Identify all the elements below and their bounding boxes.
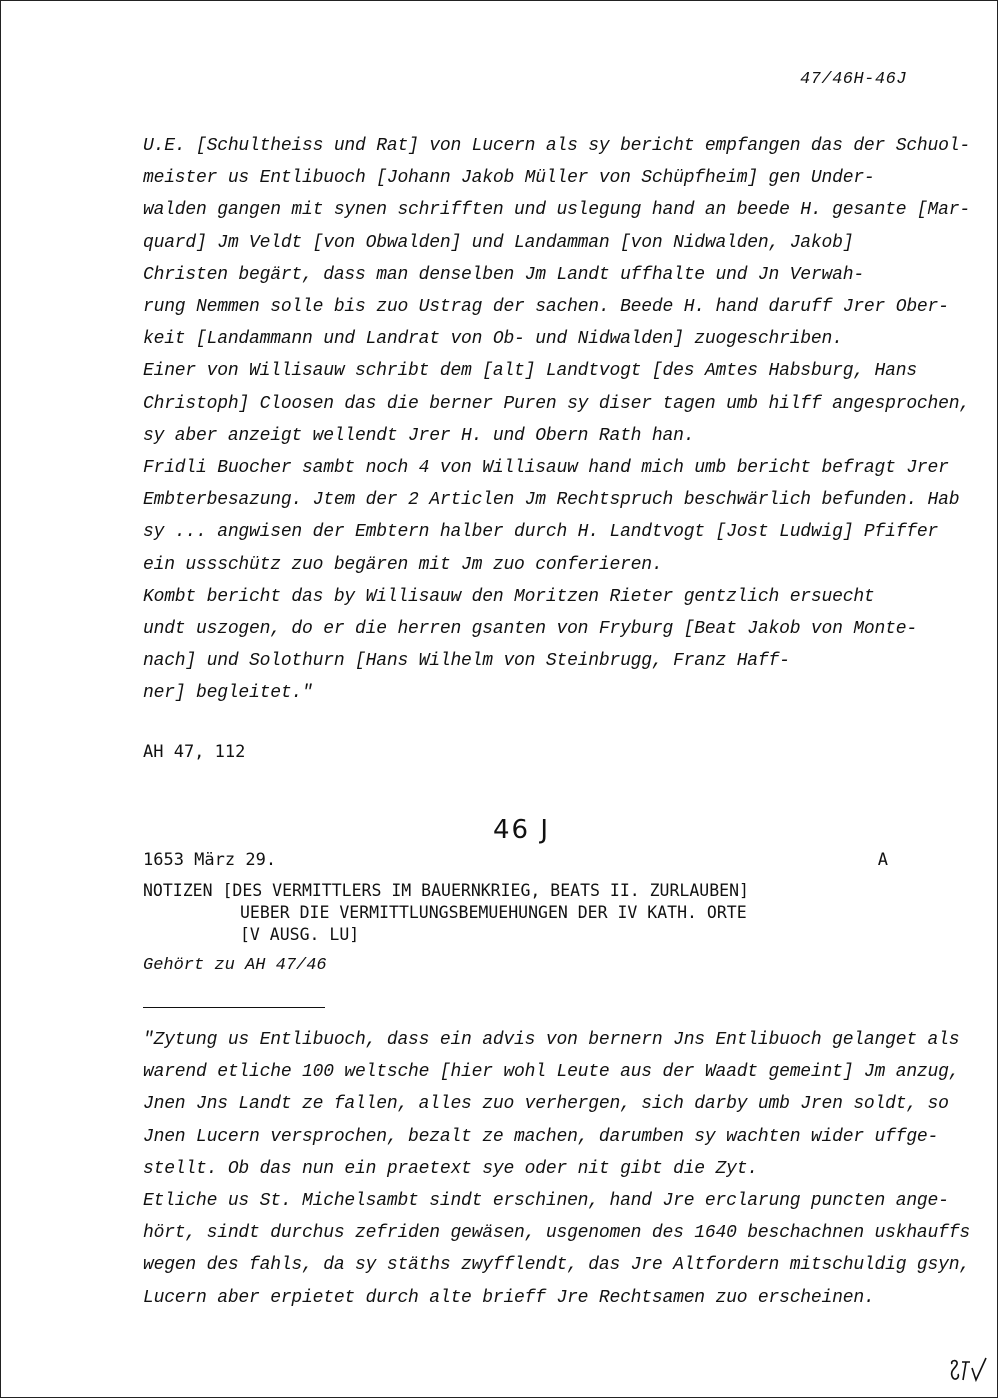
text-line: quard] Jm Veldt [von Obwalden] und Landamman [von Nidwalden, Jakob]: [143, 232, 854, 253]
text-line: Christen begärt, dass man denselben Jm Landt uffhalte und Jn Verwah-: [143, 264, 864, 285]
text-line: Lucern aber erpietet durch alte brieff Jre Rechtsamen zuo erscheinen.: [143, 1287, 875, 1308]
text-line: stellt. Ob das nun ein praetext sye oder nit gibt die Zyt.: [143, 1158, 758, 1179]
text-line: undt uszogen, do er die herren gsanten von Fryburg [Beat Jakob von Monte-: [143, 619, 917, 640]
text-line: Fridli Buocher sambt noch 4 von Willisauw hand mich umb bericht befragt Jrer: [143, 458, 949, 479]
archive-reference: AH 47, 112: [143, 742, 246, 762]
text-line: Kombt bericht das by Willisauw den Moritzen Rieter gentzlich ersuecht: [143, 586, 875, 607]
text-line: walden gangen mit synen schrifften und uslegung hand an beede H. gesante [Mar-: [143, 200, 970, 221]
document-heading: [143, 880, 943, 946]
text-line: Christoph] Cloosen das die berner Puren sy diser tagen umb hilff angesprochen,: [143, 393, 970, 414]
text-line: Etliche us St. Michelsambt sindt erschinen, hand Jre erclarung puncten ange-: [143, 1191, 949, 1212]
divider-rule: [143, 1007, 325, 1008]
document-text-block-2: [143, 1024, 970, 1314]
heading-line: NOTIZEN [DES VERMITTLERS IM BAUERNKRIEG, BEATS II. ZURLAUBEN]: [143, 881, 749, 900]
text-line: Jnen Jns Landt ze fallen, alles zuo verhergen, sich darby umb Jren soldt, so: [143, 1094, 949, 1115]
document-date: 1653 März 29.: [143, 850, 277, 870]
text-line: nach] und Solothurn [Hans Wilhelm von Steinbrugg, Franz Haff-: [143, 651, 790, 672]
handwritten-signature: [948, 1356, 988, 1386]
text-line: sy ... angwisen der Embtern halber durch H. Landtvogt [Jost Ludwig] Pfiffer: [143, 522, 939, 543]
text-line: rung Nemmen solle bis zuo Ustrag der sachen. Beede H. hand daruff Jrer Ober-: [143, 297, 949, 318]
document-text-block-1: [143, 130, 970, 710]
text-line: ner] begleitet.": [143, 683, 313, 704]
text-line: hört, sindt durchus zefriden gewäsen, usgenomen des 1640 beschachnen uskhauffs: [143, 1223, 970, 1244]
text-line: ein ussschütz zuo begären mit Jm zuo conferieren.: [143, 554, 663, 575]
text-line: "Zytung us Entlibuoch, dass ein advis von bernern Jns Entlibuoch gelanget als: [143, 1030, 960, 1050]
document-number: 46 J: [493, 815, 551, 845]
heading-line: UEBER DIE VERMITTLUNGSBEMUEHUNGEN DER IV KATH. ORTE: [240, 903, 747, 922]
page-reference: 47/46H-46J: [799, 70, 907, 89]
text-line: warend etliche 100 weltsche [hier wohl Leute aus der Waadt gemeint] Jm anzug,: [143, 1062, 960, 1083]
text-line: Einer von Willisauw schribt dem [alt] Landtvogt [des Amtes Habsburg, Hans: [143, 361, 917, 382]
text-line: meister us Entlibuoch [Johann Jakob Müller von Schüpfheim] gen Under-: [143, 168, 875, 189]
text-line: Embterbesazung. Jtem der 2 Articlen Jm Rechtspruch beschwärlich befunden. Hab: [143, 490, 960, 511]
belongs-to-note: Gehört zu AH 47/46: [143, 956, 327, 975]
text-line: U.E. [Schultheiss und Rat] von Lucern als sy bericht empfangen das der Schuol-: [143, 136, 970, 156]
heading-line: [V AUSG. LU]: [240, 925, 360, 944]
document-classification: A: [877, 850, 888, 870]
text-line: keit [Landammann und Landrat von Ob- und Nidwalden] zuogeschriben.: [143, 329, 843, 350]
text-line: sy aber anzeigt wellendt Jrer H. und Obern Rath han.: [143, 425, 695, 446]
text-line: Jnen Lucern versprochen, bezalt ze machen, darumben sy wachten wider uffge-: [143, 1126, 939, 1147]
text-line: wegen des fahls, da sy stäths zwyfflendt, das Jre Altfordern mitschuldig gsyn,: [143, 1255, 970, 1276]
